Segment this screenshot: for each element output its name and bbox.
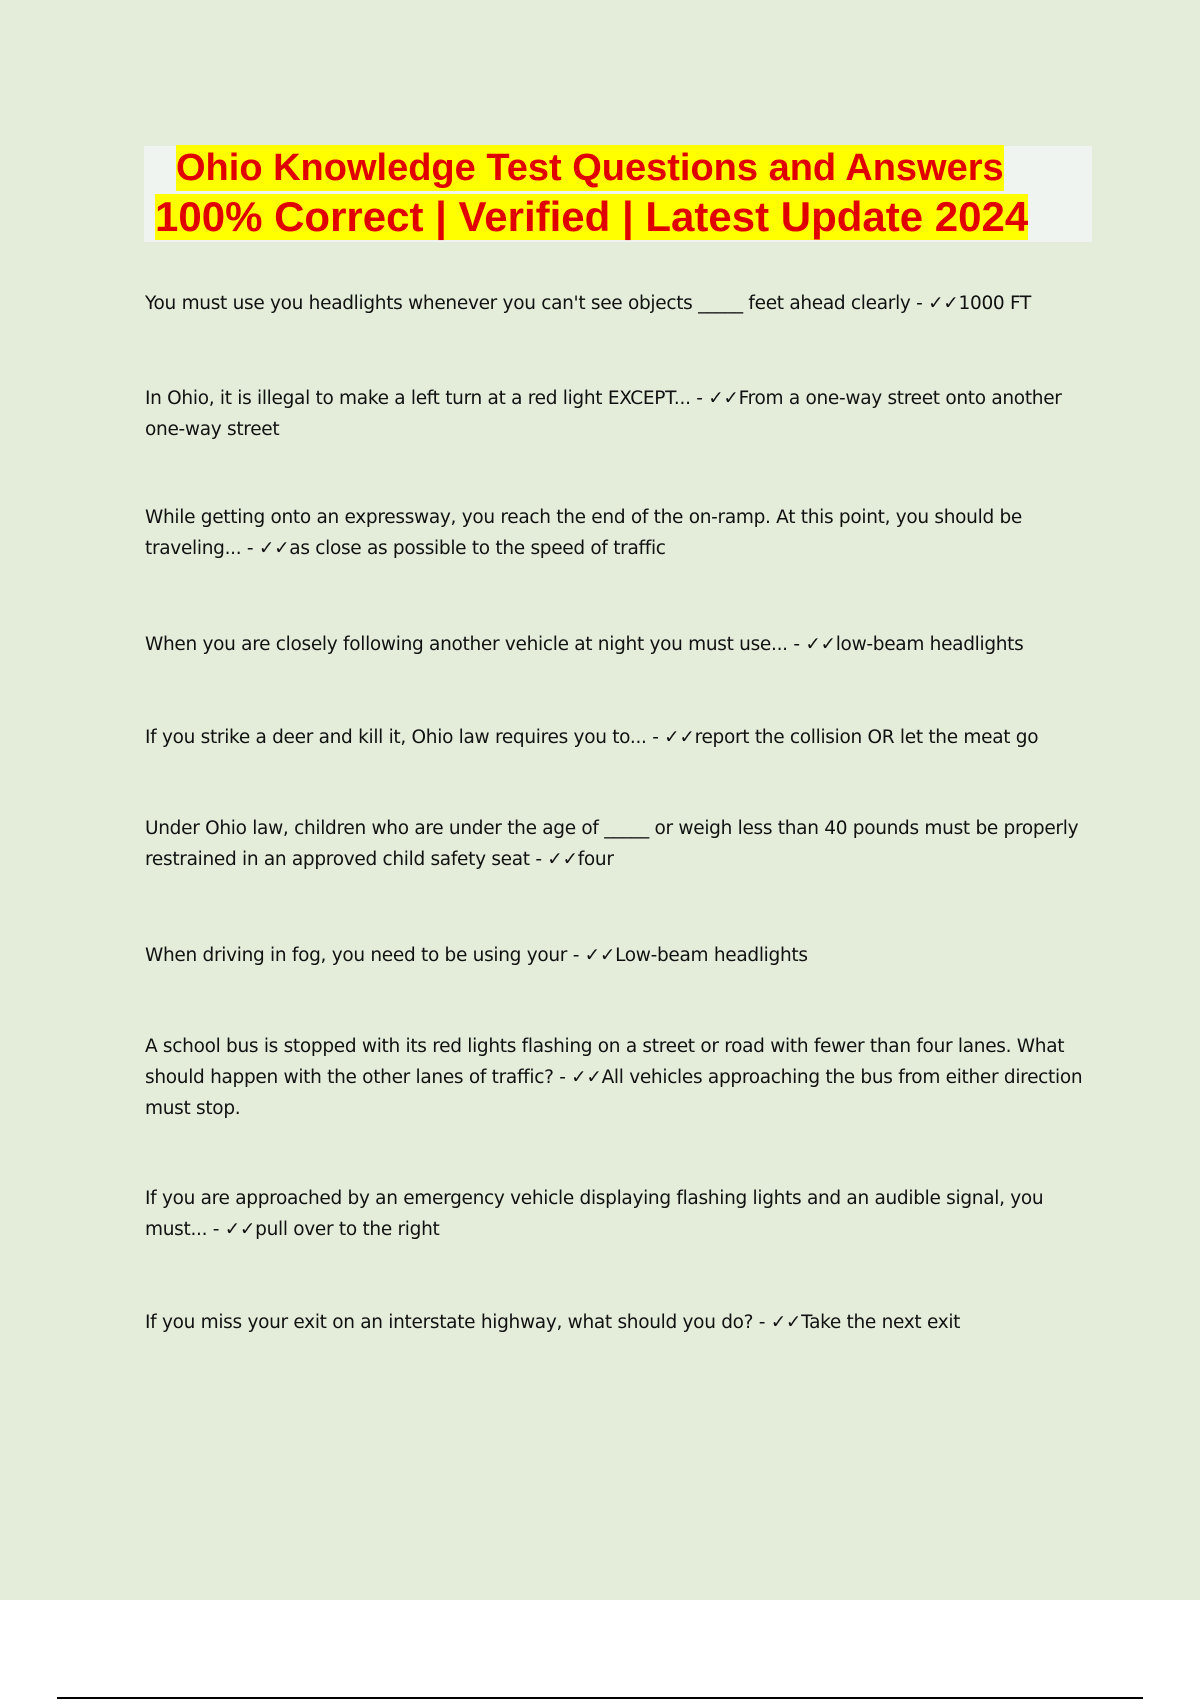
- qa-item-5: [145, 722, 1090, 753]
- answer-text: 1000 FT: [958, 293, 1031, 314]
- qa-item-2: [145, 383, 1090, 445]
- answer-text: pull over to the right: [255, 1219, 440, 1240]
- question-text: While getting onto an expressway, you reach the end of the on-ramp. At this point, you should be traveling...: [145, 507, 1022, 559]
- check-marks-icon: ✓✓: [805, 634, 836, 655]
- check-marks-icon: ✓✓: [928, 293, 959, 314]
- check-marks-icon: ✓✓: [664, 727, 695, 748]
- separator: -: [646, 727, 665, 748]
- question-text: When driving in fog, you need to be using your: [145, 945, 568, 966]
- check-marks-icon: ✓✓: [708, 388, 739, 409]
- page-divider: [57, 1697, 1143, 1699]
- question-text: In Ohio, it is illegal to make a left turn at a red light EXCEPT...: [145, 388, 691, 409]
- answer-text: From a one-way street onto another one-way street: [145, 388, 1062, 440]
- qa-item-3: [145, 502, 1090, 564]
- qa-item-9: [145, 1183, 1090, 1245]
- document-title-line-2: 100% Correct | Verified | Latest Update 2024: [155, 193, 1029, 240]
- separator: -: [910, 293, 929, 314]
- answer-text: report the collision OR let the meat go: [694, 727, 1039, 748]
- question-text: You must use you headlights whenever you can't see objects _____ feet ahead clearly: [145, 293, 911, 314]
- document-title-line-1: Ohio Knowledge Test Questions and Answers: [176, 147, 1004, 189]
- question-text: A school bus is stopped with its red lights flashing on a street or road with fewer than four lanes. What should happen with the other lanes of traffic?: [145, 1036, 1065, 1088]
- qa-item-6: [145, 813, 1090, 875]
- separator: -: [553, 1067, 572, 1088]
- question-text: If you are approached by an emergency vehicle displaying flashing lights and an audible signal, you must...: [145, 1188, 1044, 1240]
- answer-text: Take the next exit: [801, 1312, 961, 1333]
- qa-item-1: [145, 288, 1090, 319]
- qa-item-10: [145, 1307, 1090, 1338]
- check-marks-icon: ✓✓: [571, 1067, 602, 1088]
- check-marks-icon: ✓✓: [258, 538, 290, 559]
- separator: -: [787, 634, 806, 655]
- separator: -: [690, 388, 709, 409]
- question-text: If you miss your exit on an interstate highway, what should you do?: [145, 1312, 754, 1333]
- separator: -: [567, 945, 585, 966]
- question-text: When you are closely following another vehicle at night you must use...: [145, 634, 788, 655]
- answer-text: four: [577, 849, 614, 870]
- separator: -: [241, 538, 259, 559]
- question-text: If you strike a deer and kill it, Ohio law requires you to...: [145, 727, 647, 748]
- qa-item-8: [145, 1031, 1090, 1124]
- separator: -: [207, 1219, 225, 1240]
- check-marks-icon: ✓✓: [224, 1219, 256, 1240]
- qa-item-7: [145, 940, 1090, 971]
- answer-text: as close as possible to the speed of traffic: [289, 538, 666, 559]
- separator: -: [529, 849, 548, 870]
- question-text: Under Ohio law, children who are under the age of _____ or weigh less than 40 pounds must be properly restrained in an approved child safety seat: [145, 818, 1079, 870]
- answer-text: All vehicles approaching the bus from either direction must stop.: [145, 1067, 1083, 1119]
- check-marks-icon: ✓✓: [547, 849, 578, 870]
- qa-item-4: [145, 629, 1090, 660]
- answer-text: low-beam headlights: [835, 634, 1024, 655]
- separator: -: [753, 1312, 771, 1333]
- answer-text: Low-beam headlights: [615, 945, 808, 966]
- check-marks-icon: ✓✓: [584, 945, 616, 966]
- check-marks-icon: ✓✓: [770, 1312, 802, 1333]
